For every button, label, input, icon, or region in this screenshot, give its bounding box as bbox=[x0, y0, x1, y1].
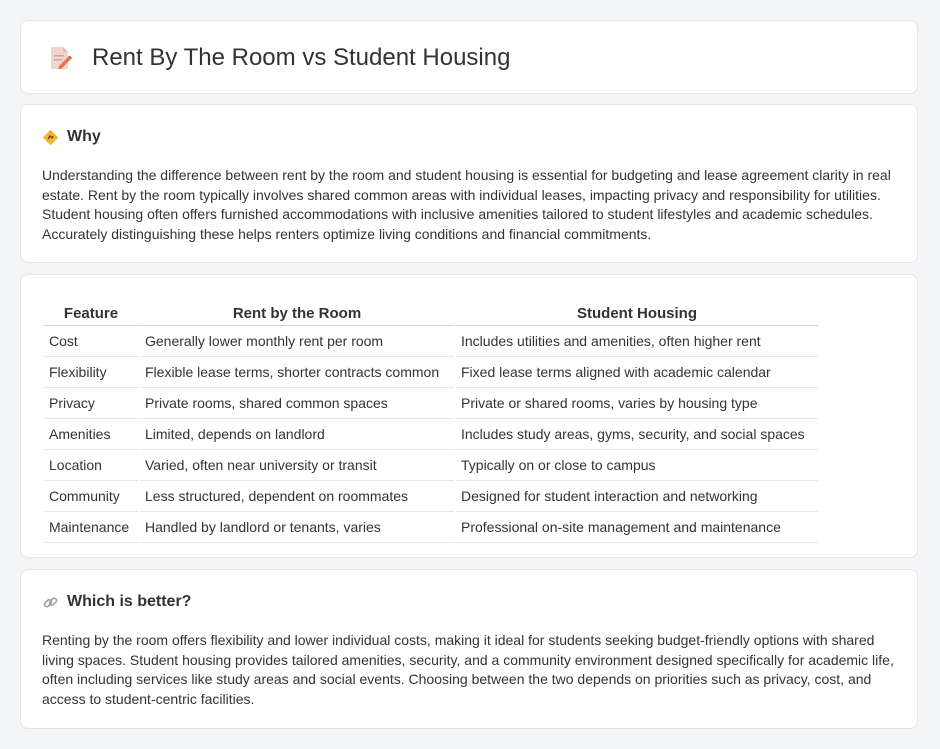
page-title: Rent By The Room vs Student Housing bbox=[92, 44, 511, 71]
table-row bbox=[44, 388, 818, 419]
table-row bbox=[44, 326, 818, 357]
column-header: Rent by the Room bbox=[140, 295, 454, 326]
table-cell: Typically on or close to campus bbox=[456, 450, 818, 481]
table-cell: Flexible lease terms, shorter contracts common bbox=[140, 357, 454, 388]
which-is-better-section bbox=[20, 569, 918, 729]
better-heading bbox=[42, 592, 191, 612]
why-title: Why bbox=[67, 128, 101, 145]
table-cell: Community bbox=[44, 481, 138, 512]
table-cell: Fixed lease terms aligned with academic calendar bbox=[456, 357, 818, 388]
table-cell: Professional on-site management and maintenance bbox=[456, 512, 818, 543]
table-cell: Handled by landlord or tenants, varies bbox=[140, 512, 454, 543]
table-row bbox=[44, 481, 818, 512]
comparison-table-card bbox=[20, 274, 918, 558]
table-cell: Flexibility bbox=[44, 357, 138, 388]
table-cell: Amenities bbox=[44, 419, 138, 450]
table-cell: Varied, often near university or transit bbox=[140, 450, 454, 481]
table-row bbox=[44, 419, 818, 450]
table-cell: Less structured, dependent on roommates bbox=[140, 481, 454, 512]
table-cell: Designed for student interaction and networking bbox=[456, 481, 818, 512]
table-row bbox=[44, 450, 818, 481]
header-card bbox=[20, 20, 918, 94]
table-cell: Includes utilities and amenities, often higher rent bbox=[456, 326, 818, 357]
why-heading bbox=[42, 127, 101, 147]
table-cell: Maintenance bbox=[44, 512, 138, 543]
table-cell: Privacy bbox=[44, 388, 138, 419]
table-header-row bbox=[44, 295, 818, 326]
table-cell: Location bbox=[44, 450, 138, 481]
diamond-sign-icon bbox=[42, 129, 59, 146]
table-cell: Cost bbox=[44, 326, 138, 357]
table-row bbox=[44, 357, 818, 388]
why-section bbox=[20, 104, 918, 263]
table-cell: Private or shared rooms, varies by housing type bbox=[456, 388, 818, 419]
column-header: Feature bbox=[44, 295, 138, 326]
better-text: Renting by the room offers flexibility and lower individual costs, making it ideal for students seeking budget-friendly options with shared living spaces. Student housing provides tailored amenities, security, and a community environment designed specifically for academic life, often including services like study areas and social events. Choosing between the two depends on priorities such as privacy, cost, and access to student-centric facilities. bbox=[42, 632, 894, 707]
document-edit-icon bbox=[47, 45, 73, 71]
table-row bbox=[44, 512, 818, 543]
column-header: Student Housing bbox=[456, 295, 818, 326]
table-cell: Private rooms, shared common spaces bbox=[140, 388, 454, 419]
table-cell: Includes study areas, gyms, security, and social spaces bbox=[456, 419, 818, 450]
table-cell: Limited, depends on landlord bbox=[140, 419, 454, 450]
link-icon bbox=[42, 594, 59, 611]
comparison-table bbox=[42, 295, 820, 543]
better-title: Which is better? bbox=[67, 593, 192, 610]
table-cell: Generally lower monthly rent per room bbox=[140, 326, 454, 357]
why-text: Understanding the difference between rent by the room and student housing is essential for budgeting and lease agreement clarity in real estate. Rent by the room typically involves shared common areas with individual leases, impacting privacy and responsibility for utilities. Student housing often offers furnished accommodations with inclusive amenities tailored to student lifestyles and academic schedules. Accurately distinguishing these helps renters optimize living conditions and financial commitments. bbox=[42, 167, 891, 242]
